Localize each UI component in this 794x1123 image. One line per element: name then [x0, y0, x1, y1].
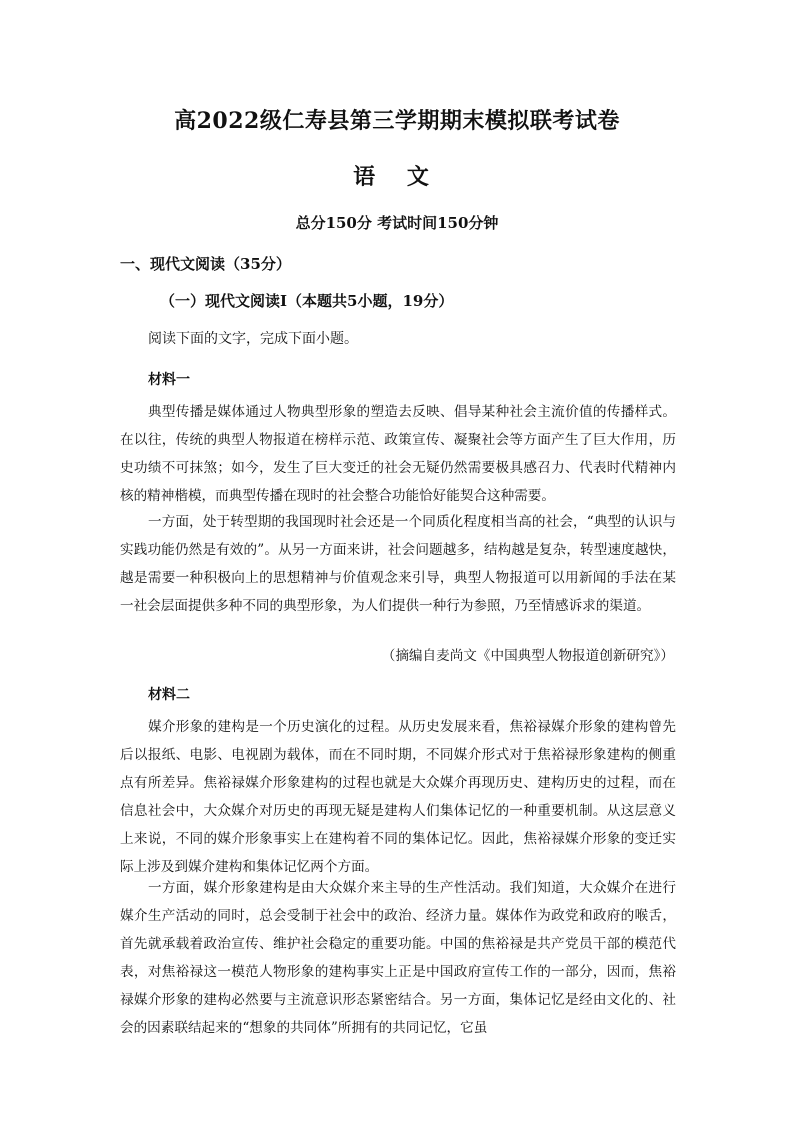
subject-title: 语 文 — [353, 164, 441, 190]
subsection-heading: （一）现代文阅读Ⅰ（本题共5小题，19分） — [160, 292, 454, 310]
material-1-label: 材料一 — [148, 372, 190, 388]
exam-title: 高2022级仁寿县第三学期期末模拟联考试卷 — [174, 108, 620, 134]
material-2-label: 材料二 — [148, 687, 190, 703]
material-2-paragraph-1: 媒介形象的建构是一个历史演化的过程。从历史发展来看，焦裕禄媒介形象的建构曾先后以报纸、电影、电视剧为载体，而在不同时期，不同媒介形式对于焦裕禄形象建构的侧重点有所差异。焦裕禄媒介形象建构的过程也就是大众媒介再现历史、建构历史的过程，而在信息社会中，大众媒介对历史的再现无疑是建构人们集体记忆的一种重要机制。从这层意义上来说，不同的媒介形象事实上在建构着不同的集体记忆。因此，焦裕禄媒介形象的变迁实际上涉及到媒介建构和集体记忆两个方面。 — [120, 719, 676, 875]
material-1-paragraph-1: 典型传播是媒体通过人物典型形象的塑造去反映、倡导某种社会主流价值的传播样式。在以往，传统的典型人物报道在榜样示范、政策宣传、凝聚社会等方面产生了巨大作用，历史功绩不可抹煞；如今，发生了巨大变迁的社会无疑仍然需要极具感召力、代表时代精神内核的精神楷模，而典型传播在现时的社会整合功能恰好能契合这种需要。 — [120, 404, 676, 504]
reading-instruction: 阅读下面的文字，完成下面小题。 — [148, 331, 358, 347]
material-1-source: （摘编自麦尚文《中国典型人物报道创新研究》） — [381, 648, 674, 664]
section-heading: 一、现代文阅读（35分） — [120, 255, 291, 273]
material-2-paragraph-2: 一方面，媒介形象建构是由大众媒介来主导的生产性活动。我们知道，大众媒介在进行媒介生产活动的同时，总会受制于社会中的政治、经济力量。媒体作为政党和政府的喉舌，首先就承载着政治宣传、维护社会稳定的重要功能。中国的焦裕禄是共产党员干部的模范代表，对焦裕禄这一模范人物形象的建构事实上正是中国政府宣传工作的一部分，因而，焦裕禄媒介形象的建构必然要与主流意识形态紧密结合。另一方面，集体记忆是经由文化的、社会的因素联结起来的“想象的共同体”所拥有的共同记忆，它虽 — [120, 880, 676, 1036]
material-1-paragraph-2: 一方面，处于转型期的我国现时社会还是一个同质化程度相当高的社会，“典型的认识与实践功能仍然是有效的”。从另一方面来讲，社会问题越多，结构越是复杂，转型速度越快，越是需要一种积极向上的思想精神与价值观念来引导，典型人物报道可以用新闻的手法在某一社会层面提供多种不同的典型形象，为人们提供一种行为参照，乃至情感诉求的渠道。 — [120, 514, 676, 614]
exam-meta: 总分150分 考试时间150分钟 — [295, 214, 499, 232]
